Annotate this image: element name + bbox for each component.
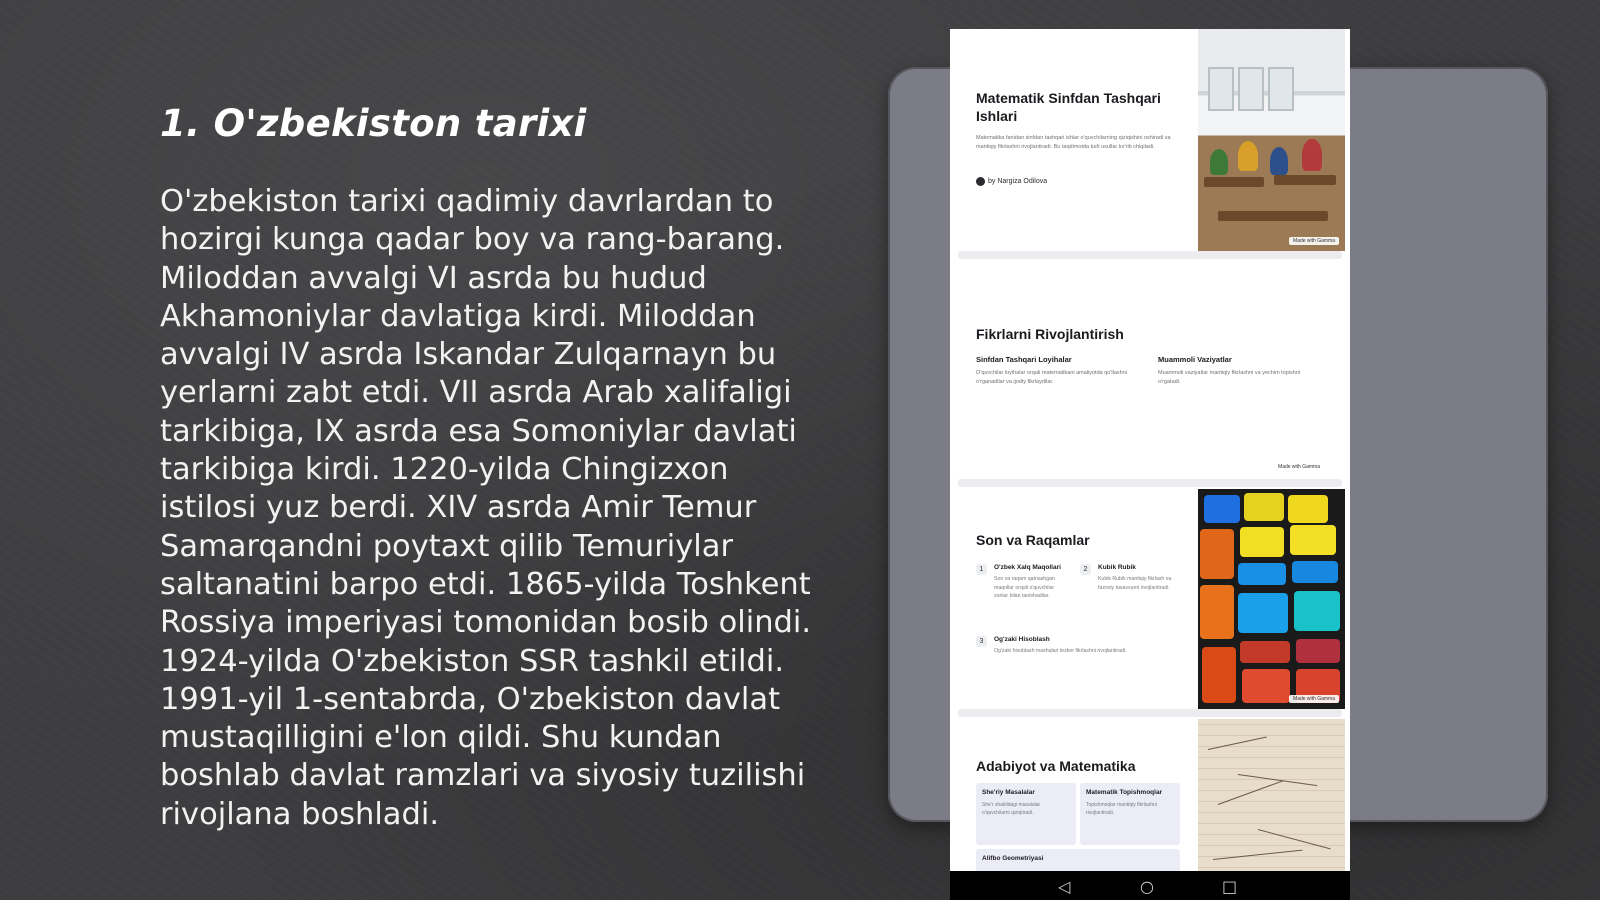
image-tag: Made with Gamma <box>1289 237 1339 245</box>
step-text: Og'zaki hisoblash mashqlari tezkor fikrlashni rivojlantiradi. <box>994 648 1127 654</box>
column-heading: Sinfdan Tashqari Loyihalar <box>976 355 1072 364</box>
cube-tile <box>1200 585 1234 639</box>
scribble <box>1238 774 1317 786</box>
student-figure <box>1302 139 1322 171</box>
classroom-window <box>1208 67 1234 111</box>
column-text: Muammoli vaziyatlar mantiqiy fikrlashni va yechim topishni o'rgatadi. <box>1158 370 1301 385</box>
card-title: Son va Raqamlar <box>976 532 1090 548</box>
card-title: Fikrlarni Rivojlantirish <box>976 326 1124 342</box>
classroom-image <box>1198 29 1345 251</box>
image-tag: Made with Gamma <box>1274 463 1324 471</box>
tile-text: She'r shaklidagi masalalar o'quvchilarni qiziqtiradi. <box>982 802 1041 816</box>
card-ideas[interactable] <box>950 259 1350 479</box>
scribble <box>1258 829 1331 849</box>
cube-tile <box>1240 527 1284 557</box>
tile-heading: She'riy Masalalar <box>982 789 1035 796</box>
step-number: 2 <box>1080 564 1091 575</box>
card-numbers[interactable] <box>950 489 1350 709</box>
scribble <box>1208 737 1267 750</box>
back-icon[interactable]: ◁ <box>1058 877 1071 896</box>
tablet-screen[interactable] <box>950 29 1350 900</box>
author-name: by Nargiza Odilova <box>988 178 1048 185</box>
desk <box>1204 177 1264 187</box>
cube-tile <box>1290 525 1336 555</box>
info-tile <box>1080 783 1180 845</box>
step-text: Kubik Rubik mantiqiy fikrlash va fazoviy tasavvurni rivojlantiradi. <box>1098 576 1172 591</box>
cube-tile <box>1240 641 1290 663</box>
student-figure <box>1238 141 1258 171</box>
cube-tile <box>1238 563 1286 585</box>
card-title: Matematik Sinfdan Tashqari Ishlari <box>976 90 1161 124</box>
image-tag: Made with Gamma <box>1289 695 1339 703</box>
android-nav-bar <box>950 871 1350 900</box>
info-tile <box>976 783 1076 845</box>
card-divider <box>958 251 1342 259</box>
cube-tile <box>1244 493 1284 521</box>
scribble <box>1218 780 1284 805</box>
avatar <box>976 177 985 186</box>
rubiks-cube-image <box>1198 489 1345 709</box>
column-text: O'quvchilar loyihalar orqali matematikani amaliyotda qo'llashni o'rganadilar va ijodiy fikrlaydilar. <box>976 370 1127 385</box>
step-number: 1 <box>976 564 987 575</box>
card-divider <box>958 709 1342 717</box>
cube-tile <box>1204 495 1240 523</box>
recent-apps-icon[interactable]: □ <box>1222 877 1238 896</box>
column-heading: Muammoli Vaziyatlar <box>1158 355 1232 364</box>
desk <box>1274 175 1336 185</box>
card-divider <box>958 479 1342 487</box>
step-number: 3 <box>976 636 987 647</box>
step-heading: O'zbek Xalq Maqollari <box>994 564 1061 571</box>
tile-heading: Alifbo Geometriyasi <box>982 855 1044 862</box>
tile-text: Topishmoqlar mantiqiy fikrlashni rivojlantiradi. <box>1086 802 1157 816</box>
cube-tile <box>1288 495 1328 523</box>
card-title: Adabiyot va Matematika <box>976 758 1136 774</box>
card-description: Matematika fanidan sinfdan tashqari ishlar o'quvchilarning qiziqishini oshiradi va mantiqiy fikrlashni rivojlantiradi. Bu taqdimotda turli usullar ko'rib chiqiladi. <box>976 135 1171 150</box>
student-figure <box>1270 147 1288 175</box>
tile-heading: Matematik Topishmoqlar <box>1086 789 1163 796</box>
slide-body-text: O'zbekiston tarixi qadimiy davrlardan to hozirgi kunga qadar boy va rang-barang. Miloddan avvalgi VI asrda bu hudud Akhamoniylar davlatiga kirdi. Miloddan avvalgi IV asrda Iskandar Zulqarnayn bu yerlarni zabt etdi. VII asrda Arab xalifaligi tarkibiga, IX asrda esa Somoniylar davlati tarkibiga kirdi. 1220-yilda Chingizxon istilosi yuz berdi. XIV asrda Amir Temur Samarqandni poytaxt qilib Temuriylar saltanatini barpo etdi. 1865-yilda Toshkent Rossiya imperiyasi tomonidan bosib olindi. 1924-yilda O'zbekiston SSR tashkil etildi. 1991-yil 1-sentabrda, O'zbekiston davlat mustaqilligini e'lon qildi. Shu kundan boshlab davlat ramzlari va siyosiy tuzilishi rivojlana boshladi. <box>160 184 812 832</box>
home-icon[interactable]: ○ <box>1140 877 1154 896</box>
cube-tile <box>1242 669 1290 703</box>
cube-tile <box>1296 639 1340 663</box>
author-byline <box>976 177 1047 186</box>
classroom-window <box>1238 67 1264 111</box>
cube-tile <box>1202 647 1236 703</box>
desk <box>1218 211 1328 221</box>
cube-tile <box>1294 591 1340 631</box>
card-title-slide[interactable] <box>950 29 1350 251</box>
cube-tile <box>1292 561 1338 583</box>
student-figure <box>1210 149 1228 175</box>
scribble <box>1213 850 1303 860</box>
step-text: Son va raqam qatnashgan maqollar orqali o'quvchilar sonlar bilan tanishadilar. <box>994 576 1055 599</box>
cube-tile <box>1200 529 1234 579</box>
classroom-window <box>1268 67 1294 111</box>
slide-title: 1. O'zbekiston tarixi <box>160 102 587 145</box>
step-heading: Og'zaki Hisoblash <box>994 636 1050 643</box>
step-heading: Kubik Rubik <box>1098 564 1136 571</box>
cube-tile <box>1238 593 1288 633</box>
